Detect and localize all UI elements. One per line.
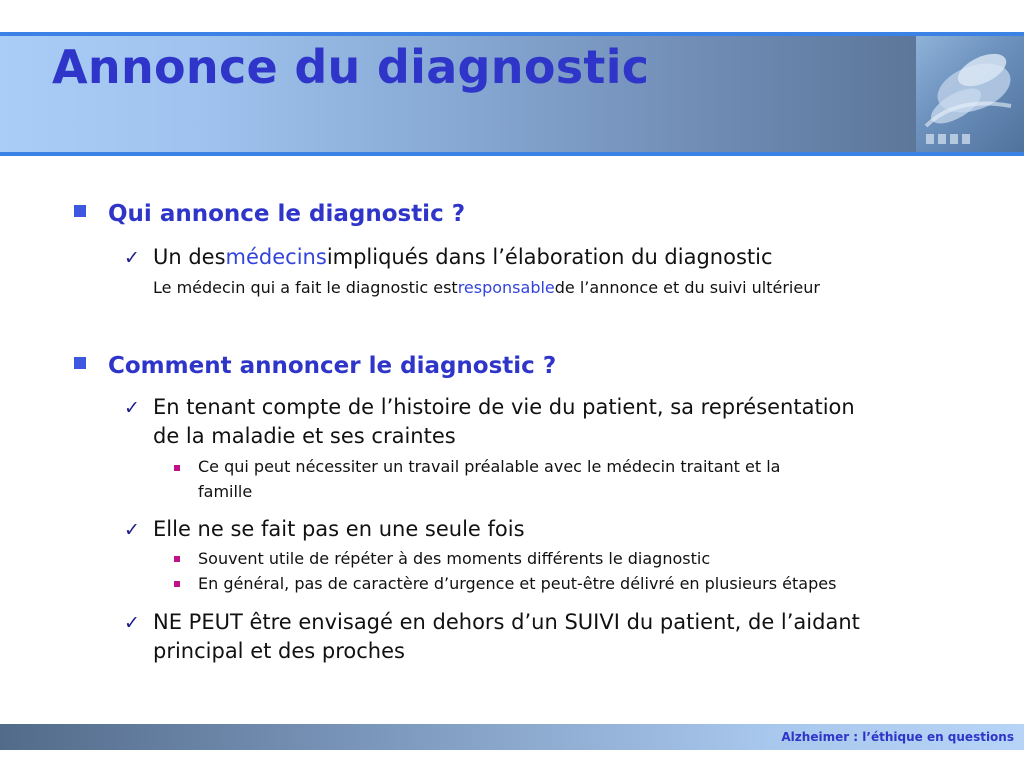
section2-item3-line1: [153, 610, 860, 634]
checkmark-icon: ✓: [124, 519, 140, 541]
item-text: impliqués dans l’élaboration du diagnostic: [326, 245, 773, 269]
checkmark-icon: ✓: [124, 397, 140, 419]
square-bullet-icon: [74, 357, 86, 369]
section2-heading-row: [108, 353, 556, 379]
item-text: En tenant compte de l’histoire de vie du patient, sa représentation: [153, 395, 855, 419]
section2-item1-line1: [153, 395, 855, 419]
item-text: de la maladie et ses craintes: [153, 424, 456, 448]
item-highlight: médecins: [225, 245, 327, 269]
subitem-text: famille: [198, 482, 253, 501]
subitem-text: En général, pas de caractère d’urgence et peut-être délivré en plusieurs étapes: [198, 574, 837, 593]
note-highlight: responsable: [457, 278, 555, 297]
section2-item1-sub1-line2: [198, 482, 252, 501]
section2-item2: [153, 517, 525, 541]
checkmark-icon: ✓: [124, 247, 140, 269]
small-square-bullet-icon: [174, 581, 180, 587]
note-text: de l’annonce et du suivi ultérieur: [554, 278, 820, 297]
section1-heading: Qui annonce le diagnostic ?: [108, 201, 466, 227]
section2-item3-line2: [153, 639, 405, 663]
section1-heading-row: [108, 201, 465, 227]
subitem-text: Ce qui peut nécessiter un travail préalable avec le médecin traitant et la: [198, 457, 781, 476]
checkmark-icon: ✓: [124, 612, 140, 634]
small-square-bullet-icon: [174, 556, 180, 562]
item-text: Elle ne se fait pas en une seule fois: [153, 517, 525, 541]
section1-item1: [153, 245, 773, 269]
footer-caption: Alzheimer : l’éthique en questions: [781, 730, 1014, 744]
square-bullet-icon: [74, 205, 86, 217]
item-text: Un des: [153, 245, 226, 269]
note-text: Le médecin qui a fait le diagnostic est: [153, 278, 458, 297]
subitem-text: Souvent utile de répéter à des moments différents le diagnostic: [198, 549, 711, 568]
small-square-bullet-icon: [174, 465, 180, 471]
section1-note: [153, 278, 820, 297]
item-text: NE PEUT être envisagé en dehors d’un SUIVI du patient, de l’aidant: [153, 610, 860, 634]
section2-heading: Comment annoncer le diagnostic ?: [108, 353, 557, 379]
section2-item2-sub2: [198, 574, 836, 593]
section2-item1-line2: [153, 424, 456, 448]
item-text: principal et des proches: [153, 639, 405, 663]
slide-title: Annonce du diagnostic: [52, 40, 650, 94]
section2-item2-sub1: [198, 549, 710, 568]
section2-item1-sub1-line1: [198, 457, 780, 476]
